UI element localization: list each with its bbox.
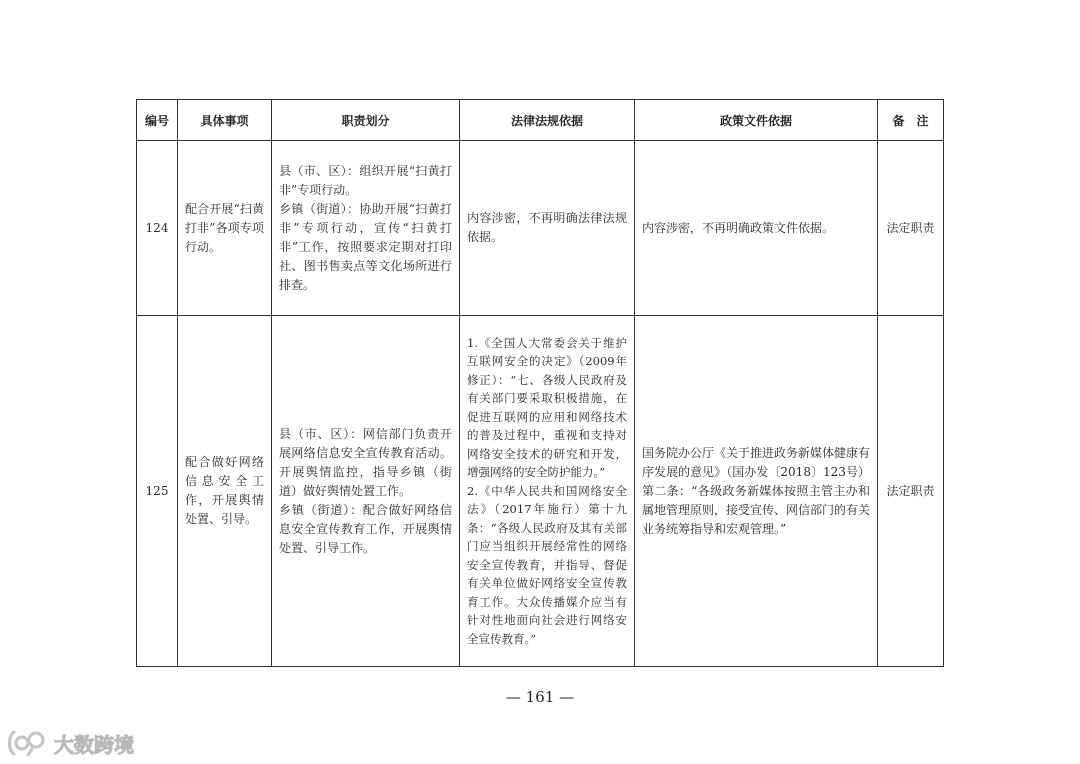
header-policy: 政策文件依据	[635, 100, 878, 141]
duty-paragraph: 县（市、区）：组织开展“扫黄打非”专项行动。	[279, 163, 452, 197]
policy-paragraph: 国务院办公厅《关于推进政务新媒体健康有序发展的意见》（国办发〔2018〕123号）第二条：“各级政务新媒体按照主管主办和属地管理原则，接受宣传、网信部门的有关业务统筹指导和宏观管理。”	[642, 445, 871, 536]
law-paragraph: 内容涉密，不再明确法律法规依据。	[467, 211, 627, 244]
row-number: 124	[137, 141, 178, 316]
header-law: 法律法规依据	[460, 100, 635, 141]
law-cell	[460, 316, 635, 667]
page-number: — 161 —	[505, 688, 575, 706]
policy-paragraph: 内容涉密，不再明确政策文件依据。	[642, 220, 835, 235]
row-number: 125	[137, 316, 178, 667]
remark-cell: 法定职责	[878, 141, 944, 316]
duty-cell	[272, 316, 460, 667]
duty-paragraph: 乡镇（街道）：协助开展“扫黄打非”专项行动，宣传“扫黄打非”工作，按照要求定期对打印社、图书售卖点等文化场所进行排查。	[279, 201, 452, 292]
header-item: 具体事项	[178, 100, 272, 141]
duty-paragraph: 县（市、区）：网信部门负责开展网络信息安全宣传教育活动。开展舆情监控，指导乡镇（街道）做好舆情处置工作。	[279, 426, 452, 498]
remark-cell: 法定职责	[878, 316, 944, 667]
logo-icon	[6, 728, 50, 758]
law-paragraph: 2.《中华人民共和国网络安全法》（2017年施行）第十九条：“各级人民政府及其有关部门应当组织开展经常性的网络安全宣传教育，并指导、督促有关单位做好网络安全宣传教育工作。大众传播媒介应当有针对性地面向社会进行网络安全宣传教育。”	[467, 483, 627, 646]
duty-table	[136, 99, 944, 667]
duty-cell	[272, 141, 460, 316]
watermark	[6, 728, 134, 758]
policy-cell	[635, 141, 878, 316]
watermark-text: 大数跨境	[54, 732, 134, 757]
table-header-row	[137, 100, 944, 141]
duty-paragraph: 乡镇（街道）：配合做好网络信息安全宣传教育工作，开展舆情处置、引导工作。	[279, 502, 452, 555]
law-paragraph: 1.《全国人大常委会关于维护互联网安全的决定》（2009年修正）：“七、各级人民政府及有关部门要采取积极措施，在促进互联网的应用和网络技术的普及过程中，重视和支持对网络安全技术的研究和开发，增强网络的安全防护能力。”	[467, 335, 627, 480]
policy-cell	[635, 316, 878, 667]
header-remark: 备 注	[878, 100, 944, 141]
item-cell: 配合做好网络信息安全工作，开展舆情处置、引导。	[178, 316, 272, 667]
table-row	[137, 141, 944, 316]
header-no: 编号	[137, 100, 178, 141]
item-cell: 配合开展“扫黄打非”各项专项行动。	[178, 141, 272, 316]
header-duty: 职责划分	[272, 100, 460, 141]
law-cell	[460, 141, 635, 316]
table-row	[137, 316, 944, 667]
